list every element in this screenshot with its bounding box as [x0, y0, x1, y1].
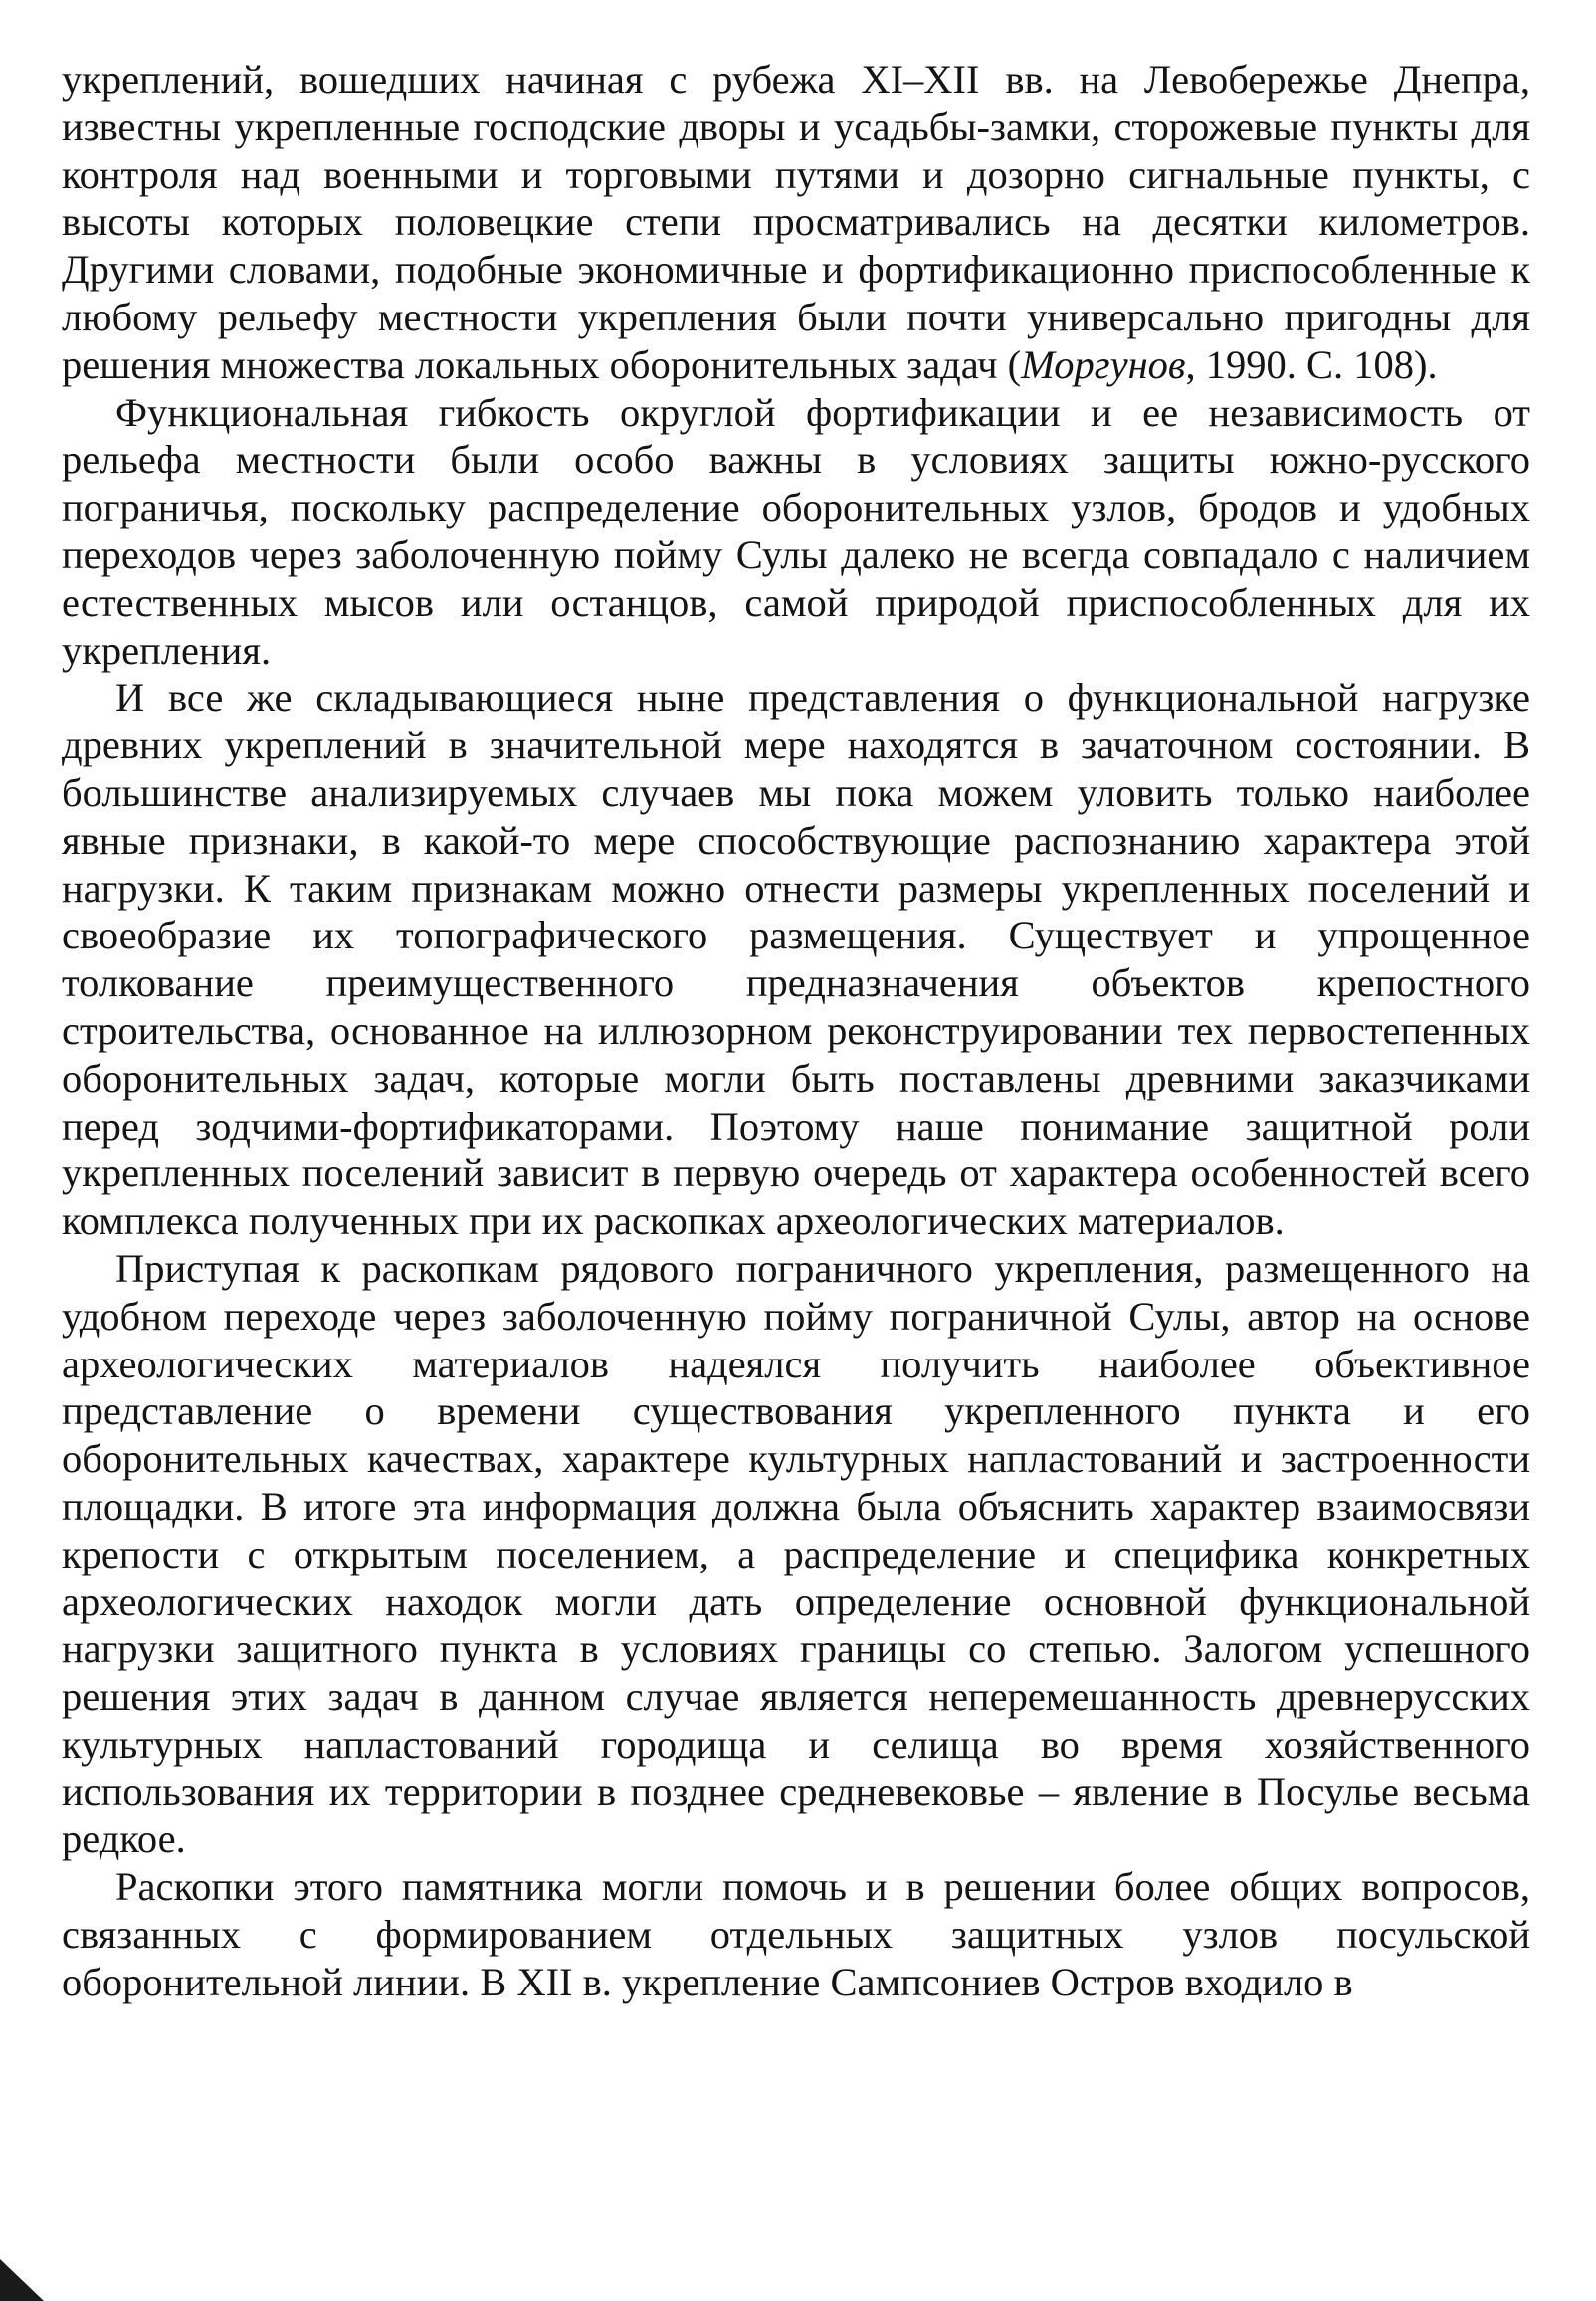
paragraph-1-text: укреплений, вошедших начиная с рубежа XI–XII вв. на Левобережье Днепра, известны укрепленные господские дворы и усадьбы-замки, сторожевые пункты для контроля над военными и торговыми путями и дозорно сигнальные пункты, с высоты которых половецкие степи просматривались на десятки километров. Другими словами, подобные экономичные и фортификационно приспособленные к любому рельефу местности укрепления были почти универсально пригодны для решения множества локальных оборонительных задач (	[62, 57, 1530, 387]
paragraph-5: Раскопки этого памятника могли помочь и в решении более общих вопросов, связанных с формированием отдельных защитных узлов посульской оборонительной линии. В XII в. укрепление Сампсониев Остров входило в	[62, 1864, 1530, 2004]
paragraph-1	[62, 56, 1530, 389]
paragraph-4: Приступая к раскопкам рядового пограничного укрепления, размещенного на удобном переходе через заболоченную пойму пограничной Сулы, автор на основе археологических материалов надеялся получить наиболее объективное представление о времени существования укрепленного пункта и его оборонительных качествах, характере культурных напластований и застроенности площадки. В итоге эта информация должна была объяснить характер взаимосвязи крепости с открытым поселением, а распределение и специфика конкретных археологических находок могли дать определение основной функциональной нагрузки защитного пункта в условиях границы со степью. Залогом успешного решения этих задач в данном случае является неперемешанность древнерусских культурных напластований городища и селища во время хозяйственного использования их территории в позднее средневековье – явление в Посулье весьма редкое.	[62, 1245, 1530, 1862]
citation-rest: , 1990. С. 108).	[1185, 341, 1438, 387]
paragraph-3: И все же складывающиеся ныне представления о функциональной нагрузке древних укреплений в значительной мере находятся в зачаточном состоянии. В большинстве анализируемых случаев мы пока можем уловить только наиболее явные признаки, в какой-то мере способствующие распознанию характера этой нагрузки. К таким признакам можно отнести размеры укрепленных поселений и своеобразие их топографического размещения. Существует и упрощенное толкование преимущественного предназначения объектов крепостного строительства, основанное на иллюзорном реконструировании тех первостепенных оборонительных задач, которые могли быть поставлены древними заказчиками перед зодчими-фортификаторами. Поэтому наше понимание защитной роли укрепленных поселений зависит в первую очередь от характера особенностей всего комплекса полученных при их раскопках археологических материалов.	[62, 675, 1530, 1244]
paragraph-2: Функциональная гибкость округлой фортификации и ее независимость от рельефа местности были особо важны в условиях защиты южно-русского пограничья, поскольку распределение оборонительных узлов, бродов и удобных переходов через заболоченную пойму Сулы далеко не всегда совпадало с наличием естественных мысов или останцов, самой природой приспособленных для их укрепления.	[62, 389, 1530, 673]
citation-author: Моргунов	[1021, 341, 1186, 387]
scan-corner-mark	[0, 2259, 44, 2301]
document-page	[62, 56, 1530, 2006]
